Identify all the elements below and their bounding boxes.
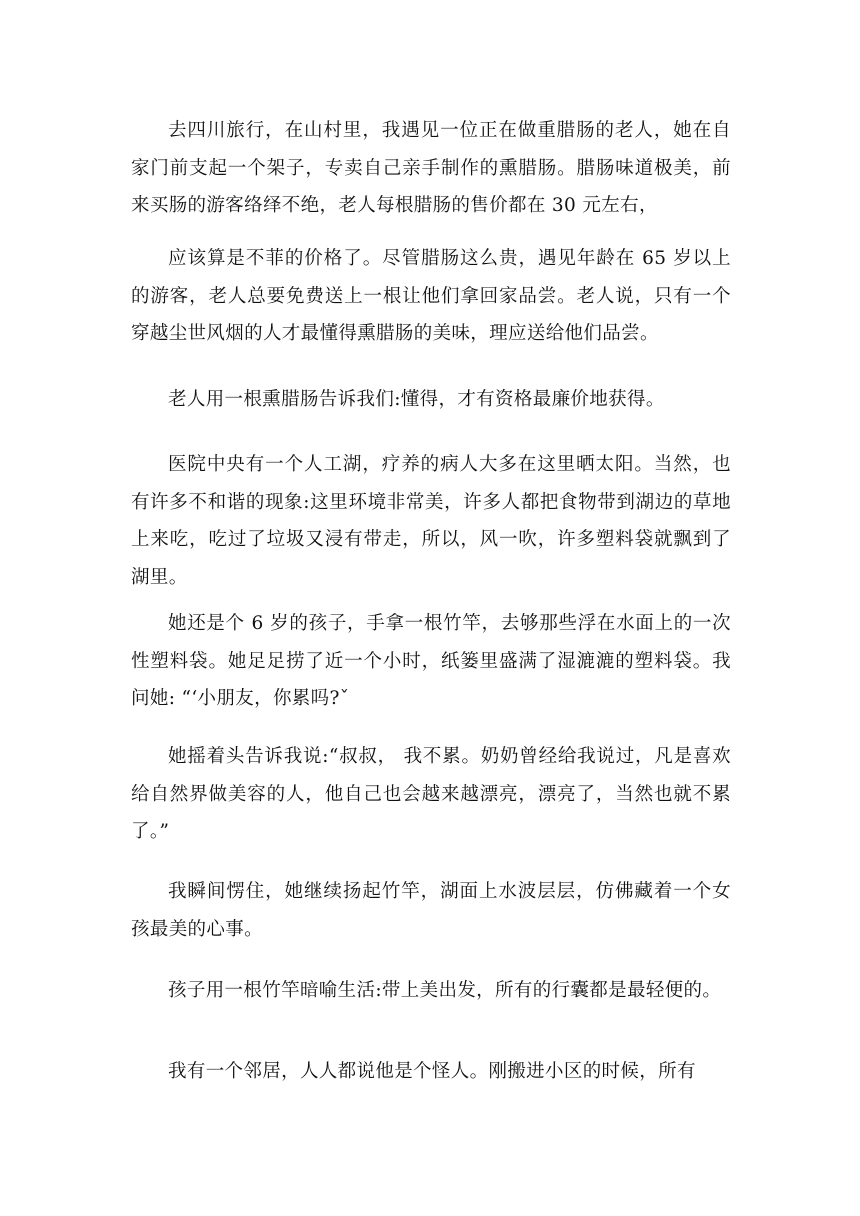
- paragraph-3: 老人用一根熏腊肠告诉我们:懂得，才有资格最廉价地获得。: [168, 389, 665, 410]
- paragraph-6: 她摇着头告诉我说:“叔叔， 我不累。奶奶曾经给我说过，凡是喜欢给自然界做美容的人，他自己也会越来越漂亮，漂亮了，当然也就不累了。”: [131, 746, 731, 842]
- paragraph-7: 我瞬间愣住，她继续扬起竹竿，湖面上水波层层，仿佛藏着一个女孩最美的心事。: [131, 881, 731, 940]
- paragraph-9: 我有一个邻居，人人都说他是个怪人。刚搬进小区的时候，所有: [168, 1061, 696, 1082]
- paragraph-2: 应该算是不菲的价格了。尽管腊肠这么贵，遇见年龄在 65 岁以上的游客，老人总要免费送上一根让他们拿回家品尝。老人说，只有一个穿越尘世风烟的人才最懂得熏腊肠的美味，理应送给他们品尝。: [131, 248, 731, 344]
- paragraph-5: 她还是个 6 岁的孩子，手拿一根竹竿，去够那些浮在水面上的一次性塑料袋。她足足捞了近一个小时，纸篓里盛满了湿漉漉的塑料袋。我问她: “‘小朋友，你累吗?ˇ: [131, 613, 731, 709]
- paragraph-8: 孩子用一根竹竿暗喻生活:带上美出发，所有的行囊都是最轻便的。: [168, 980, 722, 1001]
- paragraph-4: 医院中央有一个人工湖，疗养的病人大多在这里晒太阳。当然，也有许多不和谐的现象:这里环境非常美，许多人都把食物带到湖边的草地上来吃，吃过了垃圾又浸有带走，所以，风一吹，许多塑料袋就飘到了湖里。: [131, 454, 731, 588]
- paragraph-1: 去四川旅行，在山村里，我遇见一位正在做重腊肠的老人，她在自家门前支起一个架子，专卖自己亲手制作的熏腊肠。腊肠味道极美，前来买肠的游客络绎不绝，老人每根腊肠的售价都在 30 元左右，: [131, 120, 731, 216]
